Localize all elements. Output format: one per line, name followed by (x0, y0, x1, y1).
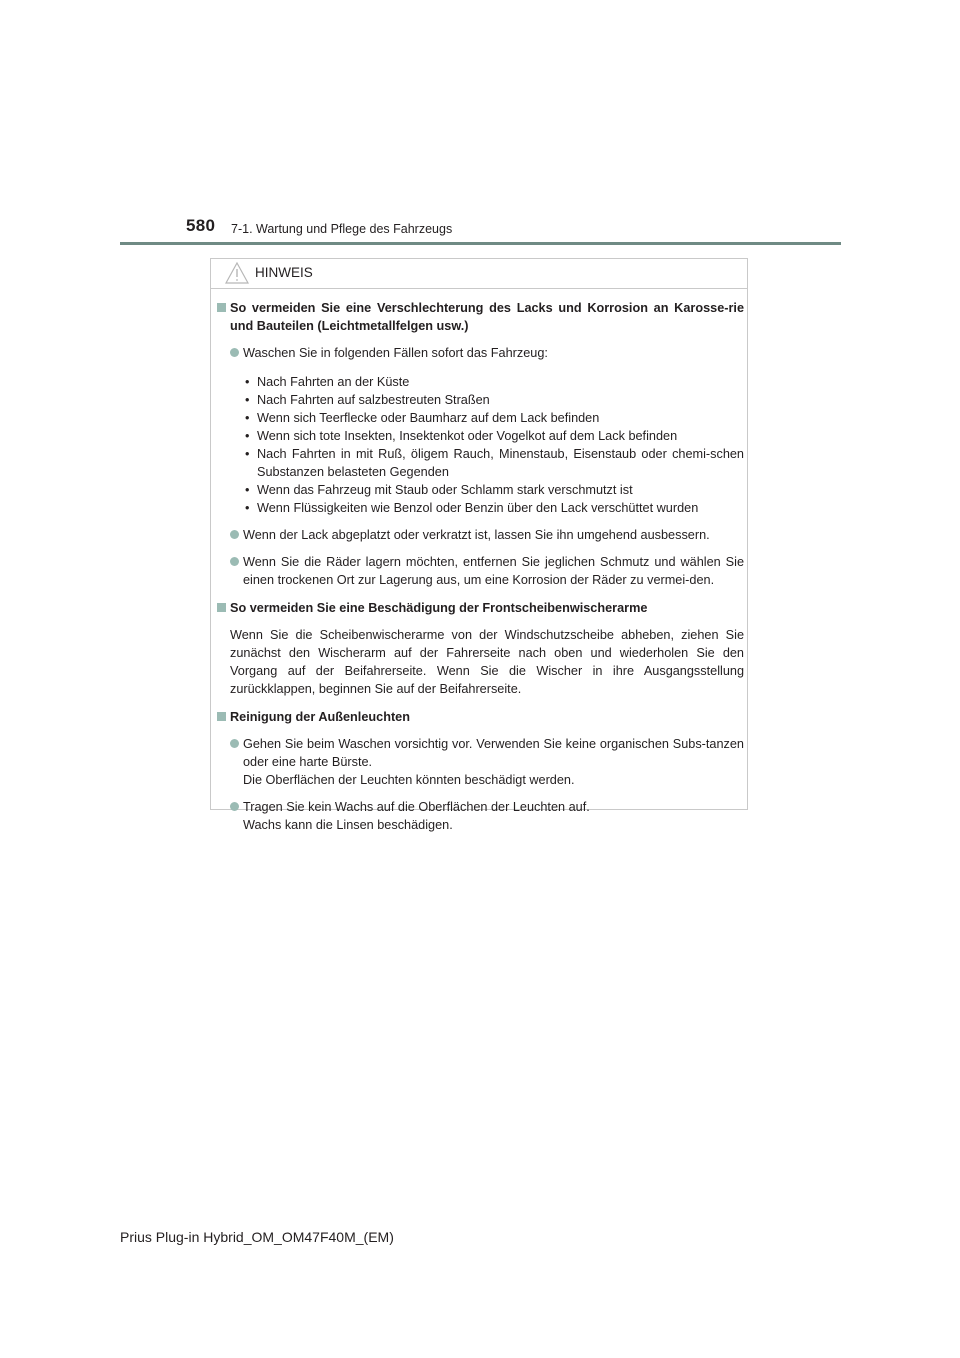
section-title: 7-1. Wartung und Pflege des Fahrzeugs (231, 222, 453, 236)
list-item (216, 344, 744, 362)
dot-mark: • (245, 429, 250, 443)
item-text: Gehen Sie beim Waschen vorsichtig vor. Verwenden Sie keine organischen Subs-tanzen oder eine harte Bürste. (243, 737, 744, 769)
round-bullet (230, 739, 239, 748)
heading-text: Reinigung der Außenleuchten (230, 710, 410, 724)
notice-box (210, 258, 748, 832)
square-bullet (217, 603, 226, 612)
item-text: Waschen Sie in folgenden Fällen sofort das Fahrzeug: (243, 346, 548, 360)
item-text: Tragen Sie kein Wachs auf die Oberflächen der Leuchten auf. (243, 800, 590, 814)
sub-list-item (243, 499, 744, 517)
sub-list-item (243, 373, 744, 391)
dot-mark: • (245, 447, 250, 461)
sub-item-text: Nach Fahrten an der Küste (257, 375, 410, 389)
dot-mark: • (245, 411, 250, 425)
item-text: Wenn Sie die Räder lagern möchten, entfernen Sie jeglichen Schmutz und wählen Sie einen trockenen Ort zur Lagerung aus, um eine Korrosion der Räder zu vermei-den. (243, 555, 744, 587)
section-heading (216, 599, 744, 617)
section-heading (216, 708, 744, 726)
dot-mark: • (245, 501, 250, 515)
sub-item-text: Wenn sich Teerflecke oder Baumharz auf dem Lack befinden (257, 411, 600, 425)
footer-text: Prius Plug-in Hybrid_OM_OM47F40M_(EM) (120, 1229, 394, 1245)
notice-header (211, 259, 747, 289)
warning-triangle-icon (225, 262, 249, 284)
round-bullet (230, 348, 239, 357)
round-bullet (230, 557, 239, 566)
sub-item-text: Wenn Flüssigkeiten wie Benzol oder Benzin über den Lack verschüttet wurden (257, 501, 699, 515)
sub-list (216, 373, 744, 517)
sub-list-item (243, 391, 744, 409)
paragraph: Wenn Sie die Scheibenwischerarme von der Windschutzscheibe abheben, ziehen Sie zunächst den Wischerarm auf der Fahrerseite nach oben und wiederholen Sie den Vorgang auf der Beifahrerseite. Wenn Sie die Wischer in ihre Ausgangsstellung zurückklappen, beginnen Sie auf der Beifahrerseite. (230, 628, 744, 696)
sub-list-item (243, 427, 744, 445)
dot-mark: • (245, 483, 250, 497)
item-text: Wenn der Lack abgeplatzt oder verkratzt ist, lassen Sie ihn umgehend ausbessern. (243, 528, 710, 542)
list-item (216, 526, 744, 544)
section-heading (216, 299, 744, 335)
heading-text: So vermeiden Sie eine Beschädigung der Frontscheibenwischerarme (230, 601, 648, 615)
list-item (216, 553, 744, 589)
list-item (216, 735, 744, 789)
sub-item-text: Nach Fahrten in mit Ruß, öligem Rauch, Minenstaub, Eisenstaub oder chemi-schen Substanzen belasteten Gegenden (257, 447, 744, 479)
sub-item-text: Wenn sich tote Insekten, Insektenkot oder Vogelkot auf dem Lack befinden (257, 429, 678, 443)
square-bullet (217, 303, 226, 312)
list-item (216, 798, 744, 834)
item-note: Die Oberflächen der Leuchten könnten beschädigt werden. (243, 773, 575, 787)
sub-list-item (243, 445, 744, 481)
sub-list-item (243, 481, 744, 499)
dot-mark: • (245, 375, 250, 389)
square-bullet (217, 712, 226, 721)
dot-mark: • (245, 393, 250, 407)
heading-text: So vermeiden Sie eine Verschlechterung des Lacks und Korrosion an Karosse-rie und Bauteilen (Leichtmetallfelgen usw.) (230, 301, 744, 333)
sub-list-item (243, 409, 744, 427)
notice-title: HINWEIS (255, 265, 313, 280)
round-bullet (230, 802, 239, 811)
sub-item-text: Wenn das Fahrzeug mit Staub oder Schlamm stark verschmutzt ist (257, 483, 633, 497)
header-rule (120, 242, 841, 245)
page-number: 580 (186, 216, 216, 235)
notice-content (216, 299, 744, 834)
item-note: Wachs kann die Linsen beschädigen. (243, 818, 453, 832)
round-bullet (230, 530, 239, 539)
sub-item-text: Nach Fahrten auf salzbestreuten Straßen (257, 393, 490, 407)
